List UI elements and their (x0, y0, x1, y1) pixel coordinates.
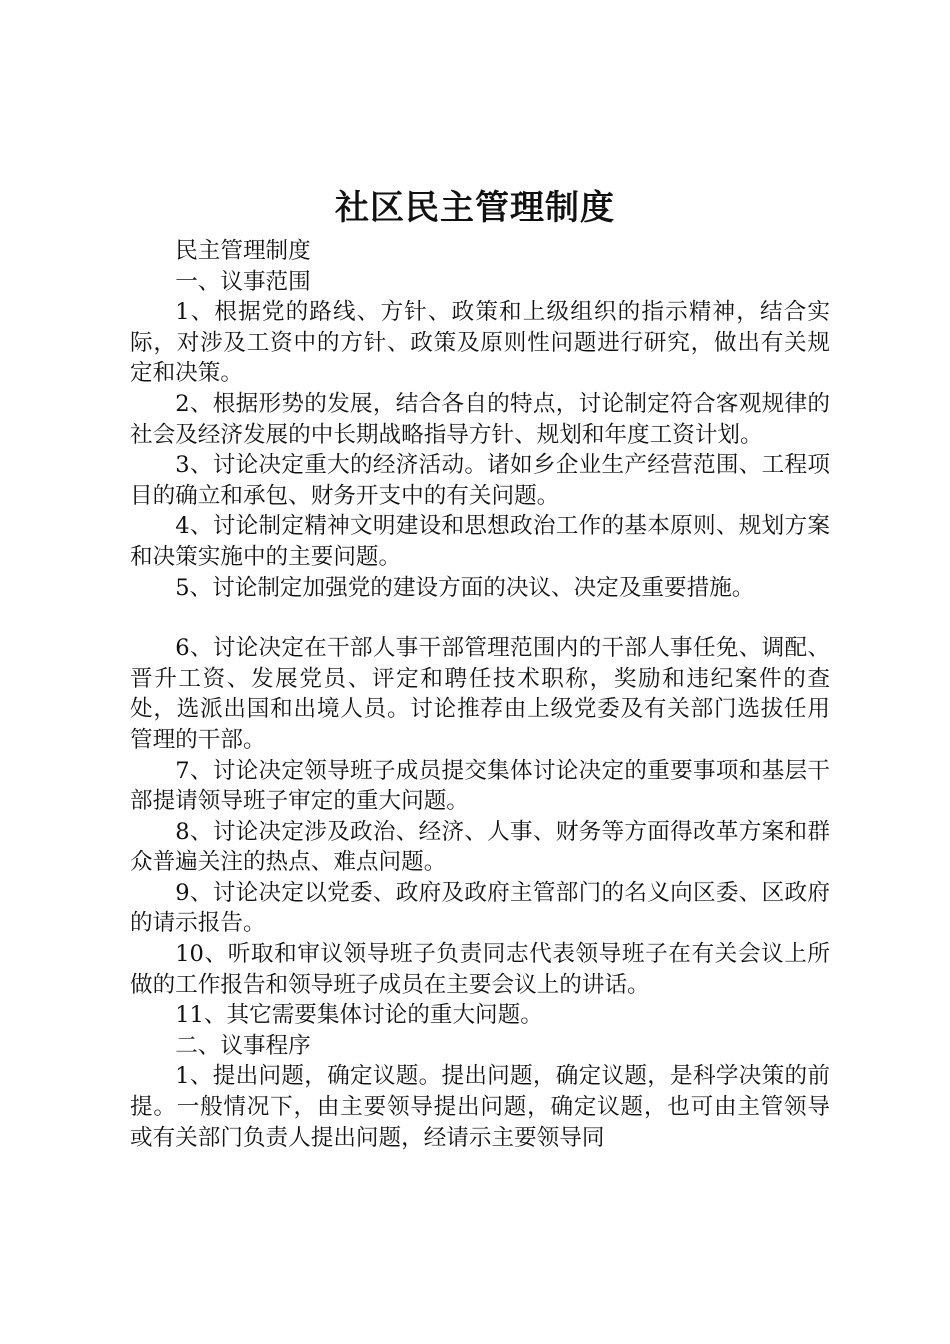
paragraph: 2、根据形势的发展，结合各自的特点，讨论制定符合客观规律的社会及经济发展的中长期战略指导方针、规划和年度工资计划。 (130, 390, 830, 448)
document-title: 社区民主管理制度 (335, 188, 615, 228)
section-heading: 一、议事范围 (175, 268, 311, 295)
paragraph: 4、讨论制定精神文明建设和思想政治工作的基本原则、规划方案和决策实施中的主要问题。 (130, 513, 830, 570)
document-body (130, 236, 830, 1153)
paragraph-heading: 民主管理制度 (175, 238, 311, 264)
paragraph: 6、讨论决定在干部人事干部管理范围内的干部人事任免、调配、晋升工资、发展党员、评定和聘任技术职称，奖励和违纪案件的查处，选派出国和出境人员。讨论推荐由上级党委及有关部门选拔任用管理的干部。 (130, 635, 830, 753)
section-heading: 二、议事程序 (175, 1032, 311, 1059)
paragraph: 9、讨论决定以党委、政府及政府主管部门的名义向区委、区政府的请示报告。 (130, 879, 830, 937)
paragraph: 7、讨论决定领导班子成员提交集体讨论决定的重要事项和基层干部提请领导班子审定的重大问题。 (130, 757, 830, 815)
paragraph: 5、讨论制定加强党的建设方面的决议、决定及重要措施。 (175, 574, 755, 601)
paragraph: 10、听取和审议领导班子负责同志代表领导班子在有关会议上所做的工作报告和领导班子成员在主要会议上的讲话。 (130, 941, 830, 998)
paragraph: 1、提出问题，确定议题。提出问题，确定议题，是科学决策的前提。一般情况下，由主要领导提出问题，确定议题，也可由主管领导或有关部门负责人提出问题，经请示主要领导同 (130, 1063, 830, 1151)
paragraph: 8、讨论决定涉及政治、经济、人事、财务等方面得改革方案和群众普遍关注的热点、难点问题。 (130, 818, 830, 876)
paragraph: 3、讨论决定重大的经济活动。诸如乡企业生产经营范围、工程项目的确立和承包、财务开支中的有关问题。 (130, 452, 830, 509)
paragraph: 1、根据党的路线、方针、政策和上级组织的指示精神，结合实际，对涉及工资中的方针、政策及原则性问题进行研究，做出有关规定和决策。 (130, 299, 830, 387)
paragraph: 11、其它需要集体讨论的重大问题。 (175, 1002, 543, 1029)
